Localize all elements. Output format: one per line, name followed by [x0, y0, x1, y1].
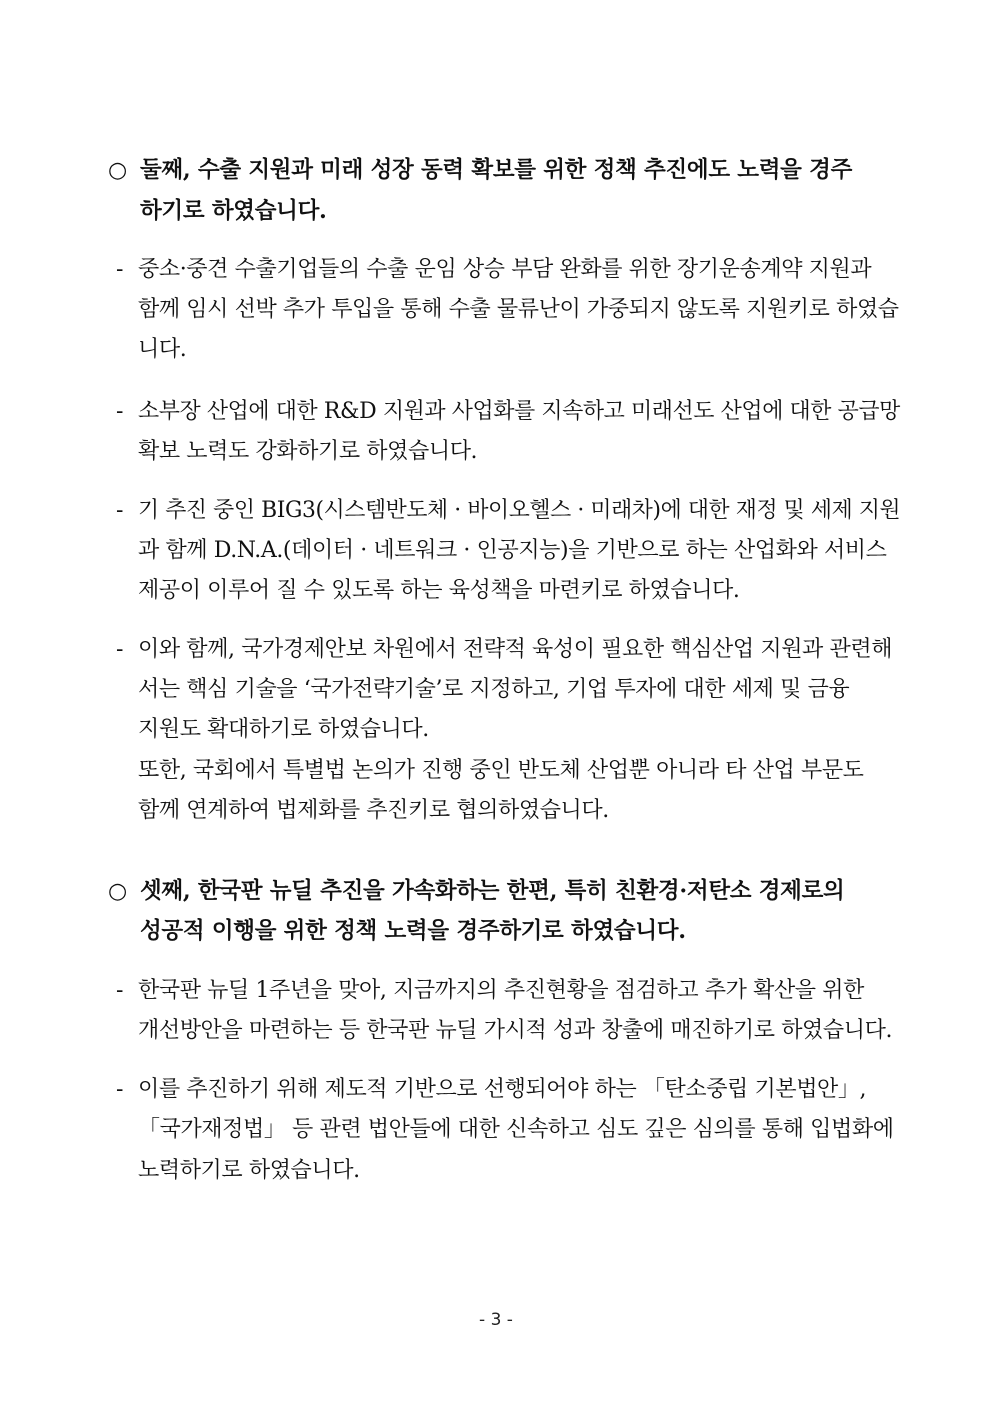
item-2-1-line-2: 개선방안을 마련하는 등 한국판 뉴딜 가시적 성과 창출에 매진하기로 하였습니다.: [138, 1018, 893, 1043]
item-1-4-line-1: 이와 함께, 국가경제안보 차원에서 전략적 육성이 필요한 핵심산업 지원과 관련해: [138, 637, 893, 662]
item-2-2-dash: -: [116, 1077, 124, 1102]
item-1-3-line-3: 제공이 이루어 질 수 있도록 하는 육성책을 마련키로 하였습니다.: [138, 578, 740, 603]
item-1-1-dash: -: [116, 257, 124, 282]
section-2-heading-line-2: 성공적 이행을 위한 정책 노력을 경주하기로 하였습니다.: [140, 918, 686, 944]
section-2-bullet: ○: [108, 878, 127, 904]
item-1-3-line-2: 과 함께 D.N.A.(데이터 · 네트워크 · 인공지능)을 기반으로 하는 산업화와 서비스: [138, 538, 887, 563]
item-1-4-dash: -: [116, 637, 124, 662]
item-1-4-line-4: 또한, 국회에서 특별법 논의가 진행 중인 반도체 산업뿐 아니라 타 산업 부문도: [138, 758, 864, 783]
item-2-2-line-1: 이를 추진하기 위해 제도적 기반으로 선행되어야 하는 「탄소중립 기본법안」,: [138, 1077, 867, 1102]
section-1-bullet: ○: [108, 157, 127, 183]
item-1-1-line-1: 중소·중견 수출기업들의 수출 운임 상승 부담 완화를 위한 장기운송계약 지원과: [138, 257, 872, 282]
item-2-1-dash: -: [116, 978, 124, 1003]
item-1-2-line-1: 소부장 산업에 대한 R&D 지원과 사업화를 지속하고 미래선도 산업에 대한 공급망: [138, 399, 900, 424]
item-1-1-line-2: 함께 임시 선박 추가 투입을 통해 수출 물류난이 가중되지 않도록 지원키로 하였습: [138, 297, 899, 322]
item-1-2-dash: -: [116, 399, 124, 424]
section-1-heading-line-1: 둘째, 수출 지원과 미래 성장 동력 확보를 위한 정책 추진에도 노력을 경주: [140, 157, 853, 183]
item-1-4-line-2: 서는 핵심 기술을 ‘국가전략기술’로 지정하고, 기업 투자에 대한 세제 및 금융: [138, 677, 850, 702]
item-1-1-line-3: 니다.: [138, 337, 187, 362]
page-number: - 3 -: [479, 1310, 513, 1330]
item-1-2-line-2: 확보 노력도 강화하기로 하였습니다.: [138, 439, 478, 464]
item-2-2-line-2: 「국가재정법」 등 관련 법안들에 대한 신속하고 심도 깊은 심의를 통해 입법화에: [138, 1117, 894, 1142]
section-2-heading-line-1: 셋째, 한국판 뉴딜 추진을 가속화하는 한편, 특히 친환경·저탄소 경제로의: [140, 878, 845, 904]
item-2-1-line-1: 한국판 뉴딜 1주년을 맞아, 지금까지의 추진현황을 점검하고 추가 확산을 위한: [138, 978, 864, 1003]
item-1-4-line-3: 지원도 확대하기로 하였습니다.: [138, 717, 429, 742]
item-1-4-line-5: 함께 연계하여 법제화를 추진키로 협의하였습니다.: [138, 798, 609, 823]
item-2-2-line-3: 노력하기로 하였습니다.: [138, 1158, 360, 1183]
item-1-3-dash: -: [116, 498, 124, 523]
item-1-3-line-1: 기 추진 중인 BIG3(시스템반도체 · 바이오헬스 · 미래차)에 대한 재정 및 세제 지원: [138, 498, 901, 523]
section-1-heading-line-2: 하기로 하였습니다.: [140, 198, 327, 224]
